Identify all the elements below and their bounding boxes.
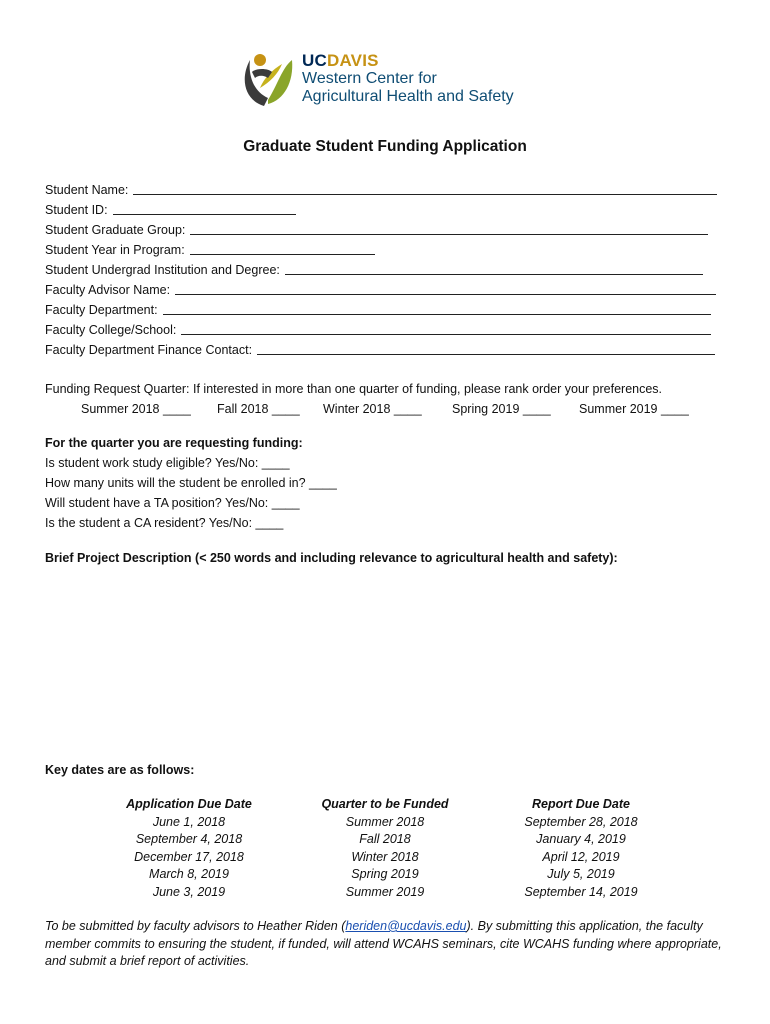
field-student-name bbox=[45, 182, 717, 197]
faculty-college-line[interactable] bbox=[181, 322, 711, 335]
submission-note-text: ). By submitting this application, the faculty member commits to ensuring the student, if funded, will attend WCAHS seminars, cite WCAHS funding where appropriate, and submit a brief report of activities. bbox=[45, 919, 722, 968]
undergrad-institution-line[interactable] bbox=[285, 262, 703, 275]
quarter-section-heading: For the quarter you are requesting funding: bbox=[45, 436, 303, 450]
field-label: Faculty Advisor Name: bbox=[45, 283, 171, 297]
field-label: Student ID: bbox=[45, 203, 108, 217]
date-cell: July 5, 2019 bbox=[547, 867, 615, 881]
column-header: Report Due Date bbox=[532, 797, 630, 811]
funding-request-intro: Funding Request Quarter: If interested in more than one quarter of funding, please rank order your preferences. bbox=[45, 382, 663, 396]
date-cell: September 28, 2018 bbox=[524, 814, 638, 829]
quarter-option[interactable]: Summer 2019 ____ bbox=[579, 402, 689, 416]
wcahs-logo bbox=[238, 48, 538, 110]
date-cell: June 3, 2019 bbox=[152, 884, 226, 899]
field-undergrad-institution bbox=[45, 262, 703, 277]
question-ca-resident[interactable]: Is the student a CA resident? Yes/No: ____ bbox=[45, 516, 284, 530]
question-ta-position[interactable]: Will student have a TA position? Yes/No: ____ bbox=[45, 496, 300, 510]
key-dates-column-report bbox=[481, 796, 681, 901]
field-faculty-college bbox=[45, 322, 711, 337]
date-cell: April 12, 2019 bbox=[542, 849, 620, 864]
column-header: Application Due Date bbox=[126, 797, 252, 811]
date-cell: Summer 2019 bbox=[345, 884, 425, 899]
project-description-area[interactable] bbox=[45, 572, 725, 752]
page-title: Graduate Student Funding Application bbox=[243, 138, 527, 155]
key-dates-heading: Key dates are as follows: bbox=[45, 763, 195, 777]
field-label: Student Undergrad Institution and Degree: bbox=[45, 263, 280, 277]
wcahs-leaf-person-icon bbox=[238, 48, 294, 108]
email-link[interactable]: heriden@ucdavis.edu bbox=[345, 919, 467, 933]
column-header: Quarter to be Funded bbox=[321, 797, 449, 811]
graduate-group-line[interactable] bbox=[190, 222, 708, 235]
field-student-id bbox=[45, 202, 296, 217]
quarter-option[interactable]: Spring 2019 ____ bbox=[452, 402, 551, 416]
date-cell: Fall 2018 bbox=[359, 832, 411, 846]
faculty-advisor-line[interactable] bbox=[175, 282, 716, 295]
quarter-option[interactable]: Fall 2018 ____ bbox=[217, 402, 300, 416]
logo-line-2: Agricultural Health and Safety bbox=[302, 88, 514, 105]
submission-note-text: To be submitted by faculty advisors to Heather Riden ( bbox=[45, 919, 346, 933]
date-cell: March 8, 2019 bbox=[149, 867, 229, 881]
field-year-in-program bbox=[45, 242, 375, 257]
field-label: Student Graduate Group: bbox=[45, 223, 186, 237]
field-label: Faculty College/School: bbox=[45, 323, 177, 337]
finance-contact-line[interactable] bbox=[257, 342, 715, 355]
question-units[interactable]: How many units will the student be enrolled in? ____ bbox=[45, 476, 337, 490]
ucdavis-wordmark: UCDAVIS bbox=[302, 51, 379, 70]
quarter-option[interactable]: Winter 2018 ____ bbox=[323, 402, 422, 416]
field-faculty-advisor bbox=[45, 282, 716, 297]
date-cell: June 1, 2018 bbox=[152, 814, 226, 829]
field-finance-contact bbox=[45, 342, 715, 357]
date-cell: Summer 2018 bbox=[345, 814, 425, 829]
date-cell: January 4, 2019 bbox=[536, 832, 626, 846]
date-cell: September 4, 2018 bbox=[135, 832, 243, 846]
logo-line-1: Western Center for bbox=[302, 70, 437, 87]
question-work-study[interactable]: Is student work study eligible? Yes/No: ____ bbox=[45, 456, 290, 470]
field-faculty-department bbox=[45, 302, 711, 317]
faculty-department-line[interactable] bbox=[163, 302, 711, 315]
date-cell: December 17, 2018 bbox=[134, 849, 244, 864]
field-label: Faculty Department: bbox=[45, 303, 158, 317]
field-label: Student Year in Program: bbox=[45, 243, 185, 257]
quarter-option[interactable]: Summer 2018 ____ bbox=[81, 402, 191, 416]
year-in-program-line[interactable] bbox=[190, 242, 375, 255]
date-cell: Spring 2019 bbox=[351, 867, 419, 881]
key-dates-column-application bbox=[89, 796, 289, 901]
student-name-line[interactable] bbox=[133, 182, 717, 195]
field-label: Student Name: bbox=[45, 183, 129, 197]
date-cell: Winter 2018 bbox=[351, 849, 419, 864]
project-description-heading: Brief Project Description (< 250 words and including relevance to agricultural health and safety): bbox=[45, 551, 618, 565]
date-cell: September 14, 2019 bbox=[524, 884, 638, 899]
field-graduate-group bbox=[45, 222, 708, 237]
student-id-line[interactable] bbox=[113, 202, 296, 215]
key-dates-column-quarter bbox=[285, 796, 485, 901]
field-label: Faculty Department Finance Contact: bbox=[45, 343, 253, 357]
submission-note bbox=[45, 918, 735, 971]
